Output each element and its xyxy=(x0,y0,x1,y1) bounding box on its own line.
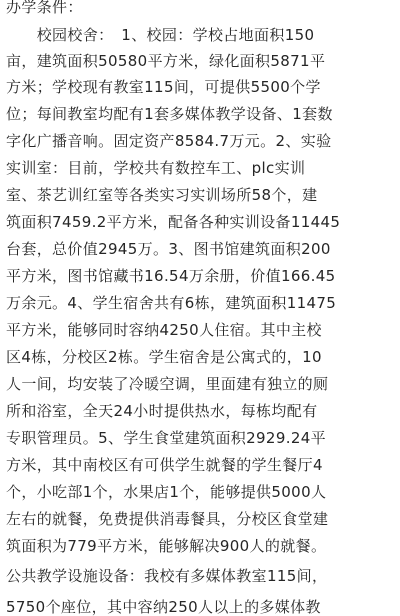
text-line: 台套，总价值2945万。3、图书馆建筑面积200 xyxy=(6,240,331,258)
text-line: 平方米，图书馆藏书16.54万余册，价值166.45 xyxy=(6,267,336,285)
text-line: 字化广播音响。固定资产8584.7万元。2、实验 xyxy=(6,132,332,150)
text-line: 位；每间教室均配有1套多媒体教学设备、1套数 xyxy=(6,105,333,123)
text-line: 方米；学校现有教室115间，可提供5500个学 xyxy=(6,78,321,96)
text-line: 筑面积7459.2平方米，配备各种实训设备11445 xyxy=(6,213,341,231)
text-line: 平方米，能够同时容纳4250人住宿。其中主校 xyxy=(6,321,322,339)
text-line: 专职管理员。5、学生食堂建筑面积2929.24平 xyxy=(6,429,326,447)
text-line: 方米，其中南校区有可供学生就餐的学生餐厅4 xyxy=(6,456,323,474)
text-line: 公共教学设施设备：我校有多媒体教室115间， xyxy=(6,567,328,585)
text-line: 亩，建筑面积50580平方米，绿化面积5871平 xyxy=(6,52,326,70)
text-line: 人一间，均安装了冷暖空调，里面建有独立的厕 xyxy=(6,375,329,393)
text-line: 校园校舍： 1、校园：学校占地面积150 xyxy=(6,26,315,44)
text-line: 室、茶艺训红室等各类实习实训场所58个，建 xyxy=(6,186,318,204)
text-line: 5750个座位，其中容纳250人以上的多媒体教 xyxy=(6,598,321,616)
text-line: 个，小吃部1个，水果店1个，能够提供5000人 xyxy=(6,483,327,501)
text-line: 筑面积为779平方米，能够解决900人的就餐。 xyxy=(6,537,327,555)
text-line: 区4栋，分校区2栋。学生宿舍是公寓式的，10 xyxy=(6,348,322,366)
text-line: 左右的就餐，免费提供消毒餐具，分校区食堂建 xyxy=(6,510,329,528)
text-line: 实训室：目前，学校共有数控车工、plc实训 xyxy=(6,159,306,177)
text-line: 所和浴室，全天24小时提供热水，每栋均配有 xyxy=(6,402,318,420)
text-line: 万余元。4、学生宿舍共有6栋，建筑面积11475 xyxy=(6,294,337,312)
text-line: 办学条件： xyxy=(6,0,83,16)
